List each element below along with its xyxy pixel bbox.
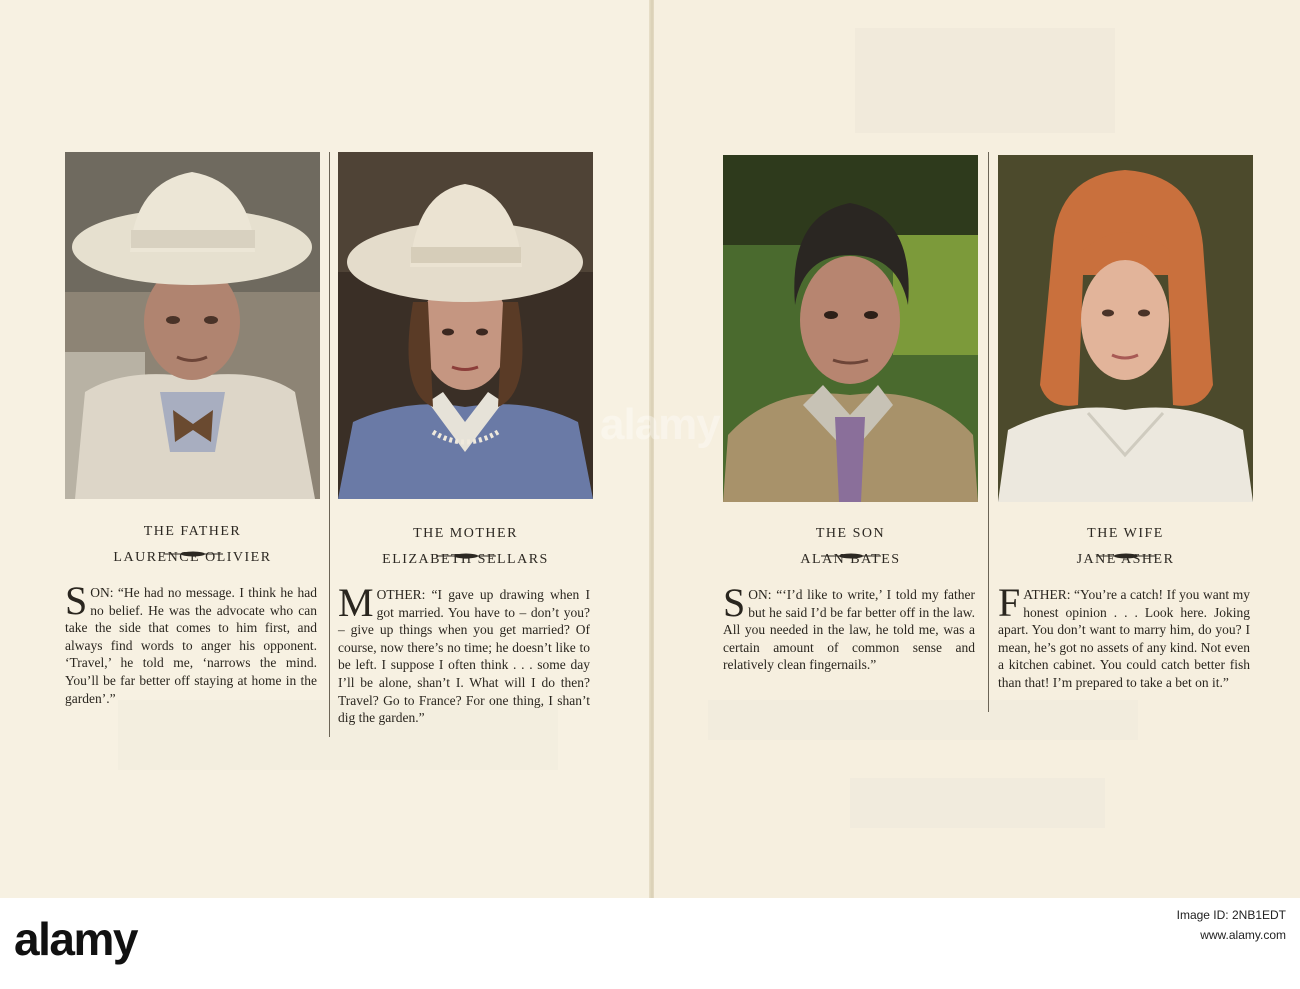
quote-text: ON: “‘I’d like to write,’ I told my father but he said I’d be far better off in the law. All you needed in the law, he told me, was a certain amount of common sense and relatively clean fingernails.” xyxy=(723,587,975,673)
character-quote xyxy=(998,580,1250,692)
footer-info xyxy=(1177,908,1286,942)
portrait-photo-father xyxy=(65,152,320,499)
bleed-through-block xyxy=(708,700,1138,740)
stock-footer xyxy=(0,898,1300,989)
brand-logo[interactable]: alamy xyxy=(14,913,137,965)
column-divider xyxy=(329,152,330,737)
drop-cap: S xyxy=(723,580,746,625)
drop-cap: S xyxy=(65,578,88,623)
role-title: THE SON xyxy=(815,526,886,541)
bleed-through-block xyxy=(855,28,1115,133)
role-title: THE FATHER xyxy=(143,524,242,539)
image-id-label: Image ID: 2NB1EDT xyxy=(1176,908,1286,922)
drop-cap: F xyxy=(998,580,1021,625)
site-url[interactable]: www.alamy.com xyxy=(1200,928,1286,942)
bleed-through-block xyxy=(850,778,1105,828)
actor-name: LAURENCE OLIVIER xyxy=(113,550,272,565)
actor-name: ELIZABETH SELLARS xyxy=(382,552,549,567)
portrait-photo-mother xyxy=(338,152,593,499)
quote-text: ON: “He had no message. I think he had no belief. He was the advocate who can take the side that comes to him first, and always find words to anger his opponent. ‘Travel,’ he told me, ‘narrows the mind. You’ll be far better off staying at home in the garden’.” xyxy=(65,585,317,706)
role-title: THE MOTHER xyxy=(413,526,518,541)
drop-cap: M xyxy=(338,580,374,625)
watermark-text: alamy xyxy=(600,400,720,449)
portrait-photo-wife xyxy=(998,155,1253,502)
character-quote xyxy=(723,580,975,674)
role-title: THE WIFE xyxy=(1087,526,1164,541)
character-quote xyxy=(338,580,590,727)
character-quote xyxy=(65,578,317,707)
actor-name: JANE ASHER xyxy=(1076,552,1175,567)
quote-text: OTHER: “I gave up drawing when I got married. You have to – don’t you? – give up things when you get married? Of course, now there’s no time; he doesn’t like to be left. I suppose I often think . . . some day I’ll be alone, shan’t I. What will I do then? Travel? Go to France? For one thing, I shan’t dig the garden.” xyxy=(338,587,590,726)
quote-text: ATHER: “You’re a catch! If you want my honest opinion . . . Look here. Joking apart. You don’t want to marry him, do you? I mean, he’s got no assets of any kind. Not even a kitchen cabinet. You could catch better fish than that! I’m prepared to take a bet on it.” xyxy=(998,587,1250,690)
portrait-photo-son xyxy=(723,155,978,502)
actor-name: ALAN BATES xyxy=(800,552,901,567)
column-divider xyxy=(988,152,989,712)
